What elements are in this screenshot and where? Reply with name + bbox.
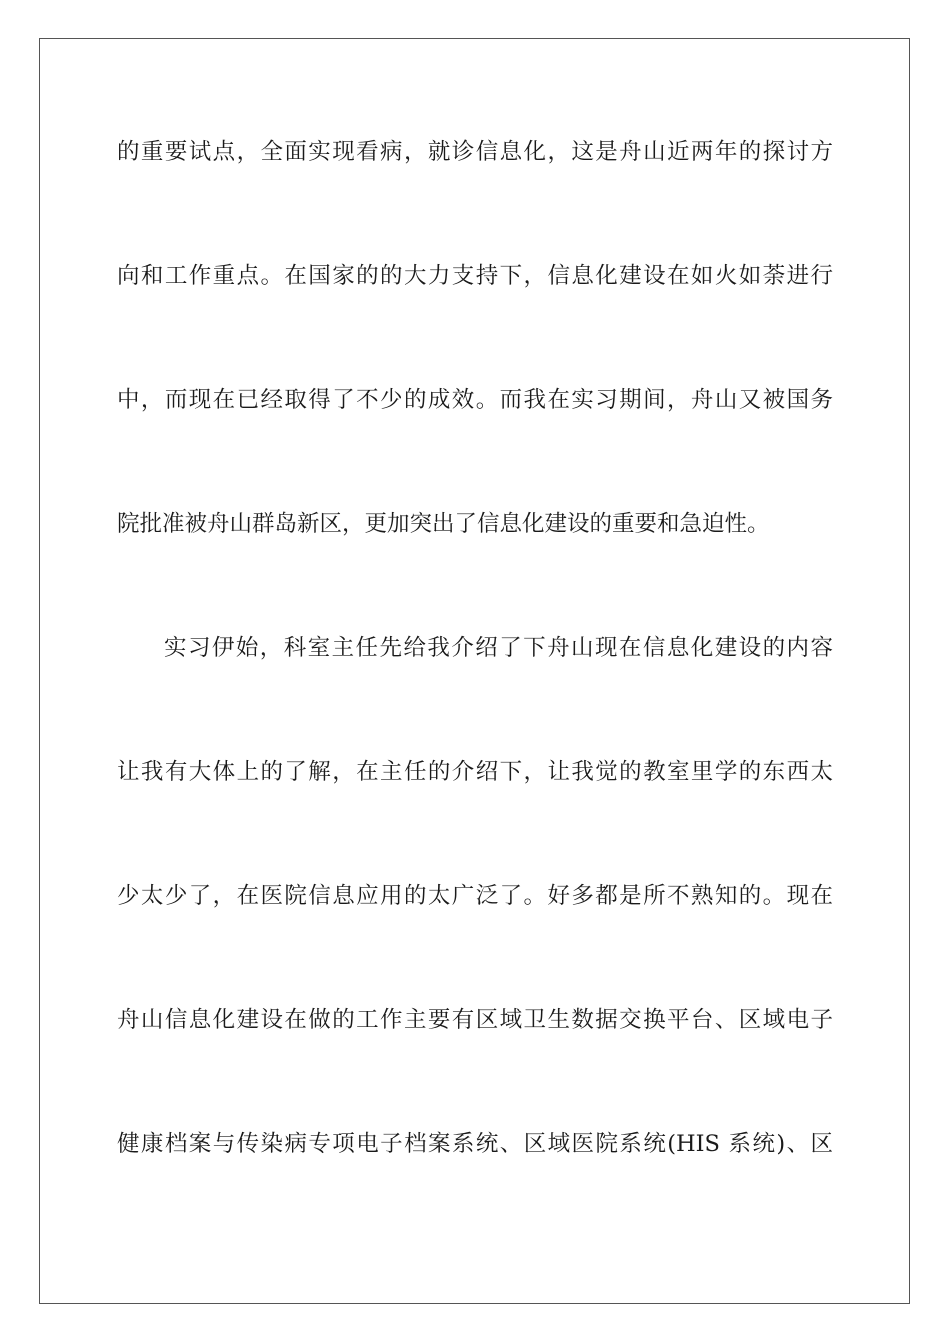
text-line-9: 健康档案与传染病专项电子档案系统、区域医院系统(HIS 系统)、区 [117, 1131, 833, 1157]
page-border [39, 38, 910, 1304]
text-line-8: 舟山信息化建设在做的工作主要有区域卫生数据交换平台、区域电子 [117, 1007, 833, 1033]
text-line-7: 少太少了，在医院信息应用的太广泛了。好多都是所不熟知的。现在 [117, 883, 833, 909]
text-line-4: 院批准被舟山群岛新区，更加突出了信息化建设的重要和急迫性。 [117, 511, 770, 537]
text-line-3: 中，而现在已经取得了不少的成效。而我在实习期间，舟山又被国务 [117, 387, 833, 413]
text-line-5: 实习伊始，科室主任先给我介绍了下舟山现在信息化建设的内容 [164, 635, 833, 661]
text-line-6: 让我有大体上的了解，在主任的介绍下，让我觉的教室里学的东西太 [117, 759, 833, 785]
text-line-2: 向和工作重点。在国家的的大力支持下，信息化建设在如火如荼进行 [117, 263, 833, 289]
text-line-1: 的重要试点，全面实现看病，就诊信息化，这是舟山近两年的探讨方 [117, 139, 833, 165]
